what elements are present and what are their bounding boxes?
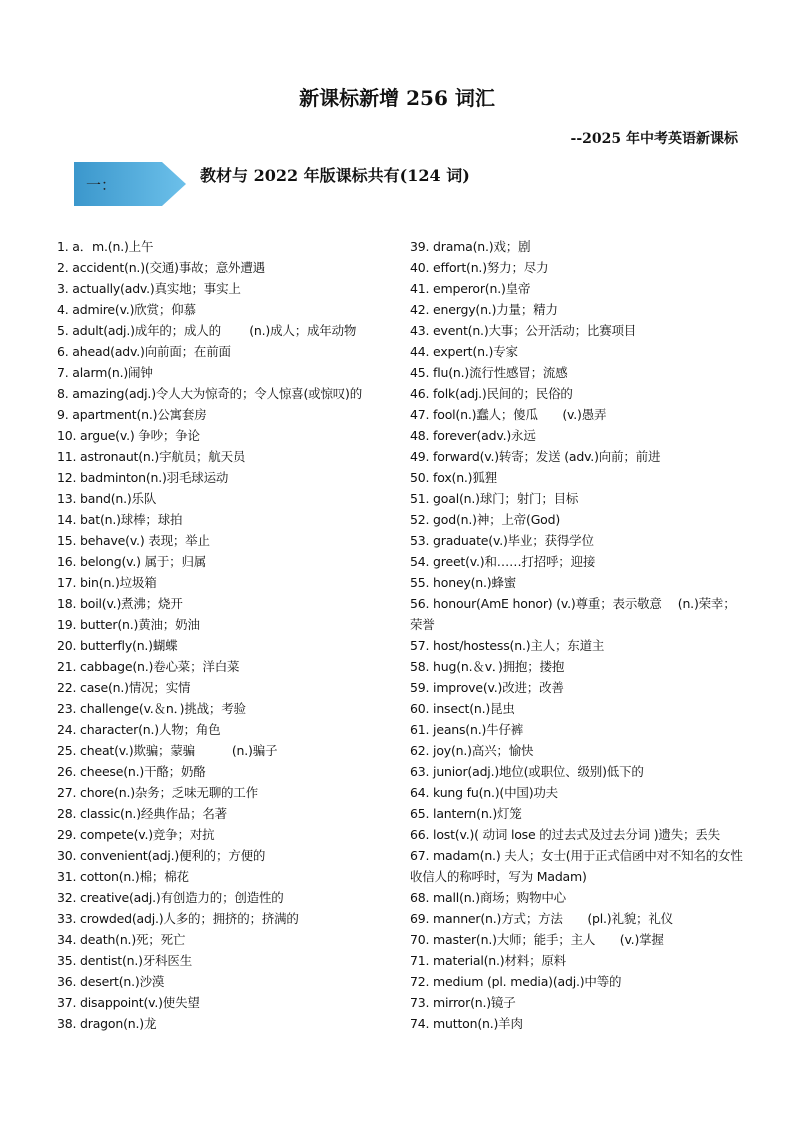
document-subtitle: --2025 年中考英语新课标: [570, 131, 738, 147]
vocab-entry: 14. bat(n.)球棒；球拍: [57, 512, 183, 527]
vocab-entry: 33. crowded(adj.)人多的；拥挤的；挤满的: [57, 911, 299, 926]
vocab-list-right: [410, 236, 746, 1034]
vocab-entry: 73. mirror(n.)镜子: [410, 995, 516, 1010]
vocab-entry: 17. bin(n.)垃圾箱: [57, 575, 157, 590]
vocab-entry: 50. fox(n.)狐狸: [410, 470, 497, 485]
vocab-entry: 31. cotton(n.)棉；棉花: [57, 869, 189, 884]
vocab-entry: 56. honour(AmE honor) (v.)尊重；表示敬意 (n.)荣幸；荣誉: [410, 596, 736, 632]
vocab-entry: 15. behave(v.) 表现；举止: [57, 533, 210, 548]
vocab-entry: 58. hug(n.＆v．)拥抱；搂抱: [410, 659, 565, 674]
vocab-entry: 19. butter(n.)黄油；奶油: [57, 617, 200, 632]
vocab-entry: 24. character(n.)人物；角色: [57, 722, 221, 737]
vocab-entry: 30. convenient(adj.)便利的；方便的: [57, 848, 266, 863]
vocab-entry: 5. adult(adj.)成年的；成人的 (n.)成人；成年动物: [57, 323, 357, 338]
vocab-entry: 59. improve(v.)改进；改善: [410, 680, 564, 695]
vocab-entry: 72. medium (pl. media)(adj.)中等的: [410, 974, 622, 989]
vocab-entry: 13. band(n.)乐队: [57, 491, 157, 506]
vocab-entry: 67. madam(n.) 夫人；女士(用于正式信函中对不知名的女性收信人的称呼时，写为 Madam): [410, 848, 743, 884]
vocab-entry: 23. challenge(v.＆n．)挑战；考验: [57, 701, 246, 716]
vocab-entry: 11. astronaut(n.)宇航员；航天员: [57, 449, 246, 464]
vocab-entry: 10. argue(v.) 争吵；争论: [57, 428, 200, 443]
vocab-entry: 38. dragon(n.)龙: [57, 1016, 157, 1031]
vocab-entry: 65. lantern(n.)灯笼: [410, 806, 522, 821]
document-title: 新课标新增 256 词汇: [299, 86, 495, 110]
vocab-entry: 4. admire(v.)欣赏；仰慕: [57, 302, 196, 317]
vocab-entry: 22. case(n.)情况；实情: [57, 680, 191, 695]
vocab-entry: 32. creative(adj.)有创造力的；创造性的: [57, 890, 284, 905]
vocab-entry: 16. belong(v.) 属于；归属: [57, 554, 207, 569]
vocab-entry: 62. joy(n.)高兴；愉快: [410, 743, 534, 758]
vocab-list-left: [57, 236, 402, 1034]
section-title: 教材与 2022 年版课标共有(124 词): [200, 166, 470, 185]
vocab-entry: 55. honey(n.)蜂蜜: [410, 575, 517, 590]
vocab-entry: 70. master(n.)大师；能手；主人 (v.)掌握: [410, 932, 664, 947]
vocab-entry: 43. event(n.)大事；公开活动；比赛项目: [410, 323, 637, 338]
vocab-entry: 46. folk(adj.)民间的；民俗的: [410, 386, 573, 401]
vocab-entry: 48. forever(adv.)永远: [410, 428, 536, 443]
vocab-entry: 8. amazing(adj.)令人大为惊奇的；令人惊喜(或惊叹)的: [57, 386, 363, 401]
vocab-entry: 68. mall(n.)商场；购物中心: [410, 890, 566, 905]
vocab-entry: 21. cabbage(n.)卷心菜；洋白菜: [57, 659, 240, 674]
vocab-entry: 74. mutton(n.)羊肉: [410, 1016, 523, 1031]
vocab-entry: 64. kung fu(n.)(中国)功夫: [410, 785, 558, 800]
vocab-entry: 53. graduate(v.)毕业；获得学位: [410, 533, 594, 548]
vocab-entry: 52. god(n.)神；上帝(God): [410, 512, 561, 527]
section-tag-label: 一：: [86, 177, 117, 194]
vocab-entry: 61. jeans(n.)牛仔裤: [410, 722, 524, 737]
vocab-entry: 3. actually(adv.)真实地；事实上: [57, 281, 241, 296]
vocab-entry: 37. disappoint(v.)使失望: [57, 995, 200, 1010]
vocab-entry: 39. drama(n.)戏；剧: [410, 239, 531, 254]
vocab-entry: 60. insect(n.)昆虫: [410, 701, 515, 716]
vocab-entry: 20. butterfly(n.)蝴蝶: [57, 638, 178, 653]
vocab-entry: 40. effort(n.)努力；尽力: [410, 260, 549, 275]
vocab-entry: 1. a．m.(n.)上午: [57, 239, 154, 254]
vocab-entry: 25. cheat(v.)欺骗；蒙骗 (n.)骗子: [57, 743, 278, 758]
vocab-entry: 44. expert(n.)专家: [410, 344, 518, 359]
vocab-entry: 9. apartment(n.)公寓套房: [57, 407, 207, 422]
vocab-entry: 41. emperor(n.)皇帝: [410, 281, 531, 296]
vocab-entry: 36. desert(n.)沙漠: [57, 974, 165, 989]
vocab-entry: 18. boil(v.)煮沸；烧开: [57, 596, 183, 611]
vocab-entry: 57. host/hostess(n.)主人；东道主: [410, 638, 605, 653]
vocab-entry: 29. compete(v.)竞争；对抗: [57, 827, 215, 842]
vocab-entry: 35. dentist(n.)牙科医生: [57, 953, 193, 968]
vocab-entry: 71. material(n.)材料；原料: [410, 953, 566, 968]
vocab-entry: 12. badminton(n.)羽毛球运动: [57, 470, 229, 485]
vocab-entry: 69. manner(n.)方式；方法 (pl.)礼貌；礼仪: [410, 911, 673, 926]
vocab-entry: 66. lost(v.)( 动词 lose 的过去式及过去分词 )遗失；丢失: [410, 827, 720, 842]
vocab-entry: 28. classic(n.)经典作品；名著: [57, 806, 227, 821]
vocab-entry: 42. energy(n.)力量；精力: [410, 302, 558, 317]
vocab-entry: 34. death(n.)死；死亡: [57, 932, 186, 947]
vocab-entry: 26. cheese(n.)干酪；奶酪: [57, 764, 206, 779]
vocab-entry: 51. goal(n.)球门；射门；目标: [410, 491, 579, 506]
vocab-entry: 2. accident(n.)(交通)事故；意外遭遇: [57, 260, 265, 275]
vocab-entry: 49. forward(v.)转寄；发送 (adv.)向前；前进: [410, 449, 661, 464]
vocab-entry: 47. fool(n.)蠢人；傻瓜 (v.)愚弄: [410, 407, 607, 422]
vocab-entry: 6. ahead(adv.)向前面；在前面: [57, 344, 231, 359]
vocab-entry: 45. flu(n.)流行性感冒；流感: [410, 365, 568, 380]
vocab-entry: 7. alarm(n.)闹钟: [57, 365, 153, 380]
vocab-entry: 63. junior(adj.)地位(或职位、级别)低下的: [410, 764, 644, 779]
section-tag-arrow: [74, 162, 186, 206]
vocab-entry: 27. chore(n.)杂务；乏味无聊的工作: [57, 785, 258, 800]
vocab-entry: 54. greet(v.)和……打招呼；迎接: [410, 554, 596, 569]
